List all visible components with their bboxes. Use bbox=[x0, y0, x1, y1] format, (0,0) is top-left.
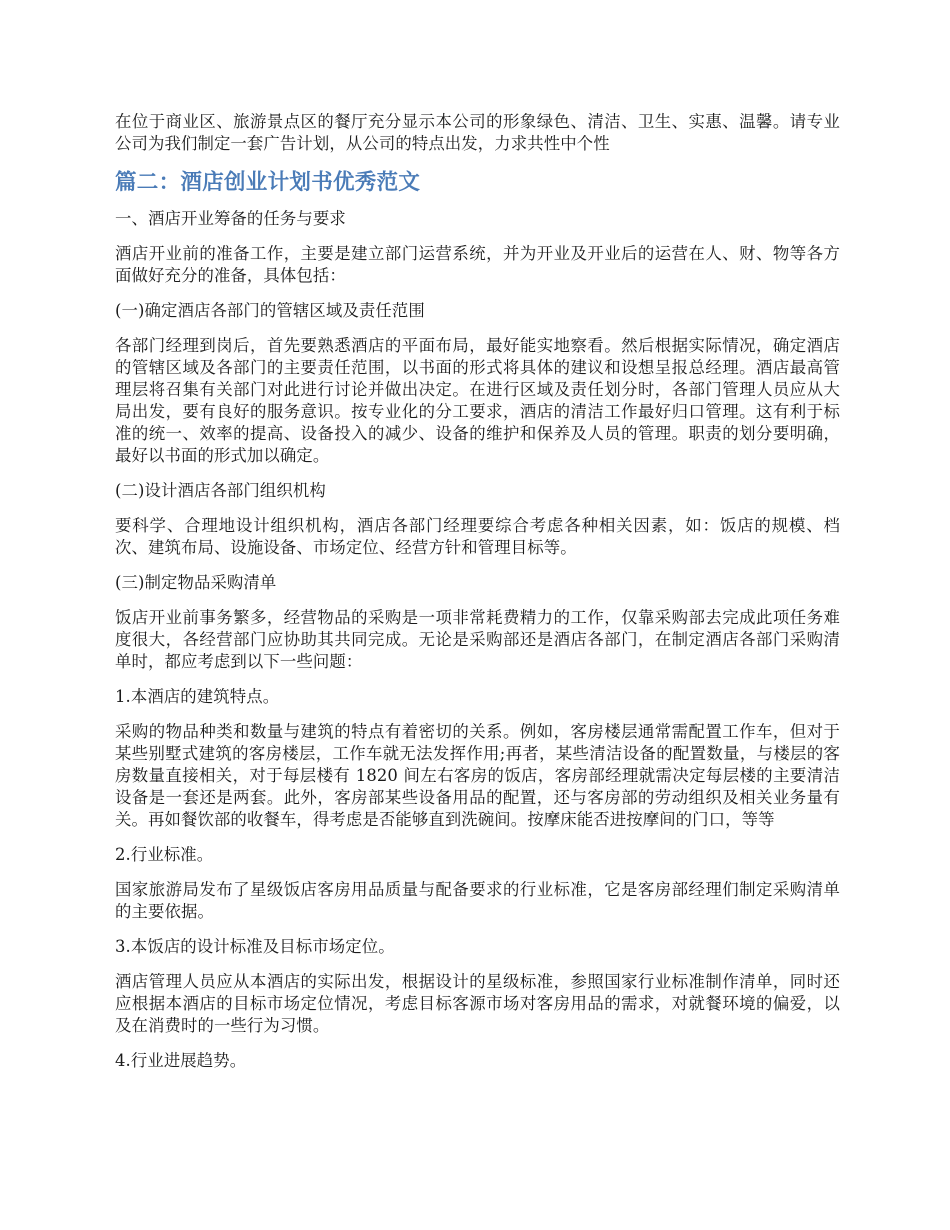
body-paragraph: 酒店开业前的准备工作，主要是建立部门运营系统，并为开业及开业后的运营在人、财、物等各方面做好充分的准备，具体包括： bbox=[115, 244, 840, 285]
body-paragraph: 酒店管理人员应从本酒店的实际出发，根据设计的星级标准，参照国家行业标准制作清单，同时还应根据本酒店的目标市场定位情况，考虑目标客源市场对客房用品的需求，对就餐环境的偏爱，以及在消费时的一些行为习惯。 bbox=[115, 972, 840, 1035]
body-paragraph: 采购的物品种类和数量与建筑的特点有着密切的关系。例如，客房楼层通常需配置工作车，但对于某些别墅式建筑的客房楼层，工作车就无法发挥作用;再者，某些清洁设备的配置数量，与楼层的客房数量直接相关，对于每层楼有 1820 间左右客房的饭店，客房部经理就需决定每层楼的主要清洁设备是一套还是两套。此外，客房部某些设备用品的配置，还与客房部的劳动组织及相关业务量有关。再如餐饮部的收餐车，得考虑是否能够直到洗碗间。按摩床能否进按摩间的门口，等等 bbox=[115, 722, 840, 829]
list-item-title: 2.行业标准。 bbox=[115, 845, 214, 864]
list-item-title: 1.本酒店的建筑特点。 bbox=[115, 687, 280, 706]
body-paragraph: 饭店开业前事务繁多，经营物品的采购是一项非常耗费精力的工作，仅靠采购部去完成此项任务难度很大，各经营部门应协助其共同完成。无论是采购部还是酒店各部门，在制定酒店各部门采购清单时，都应考虑到以下一些问题： bbox=[115, 608, 840, 671]
body-paragraph: 国家旅游局发布了星级饭店客房用品质量与配备要求的行业标准，它是客房部经理们制定采购清单的主要依据。 bbox=[115, 880, 840, 921]
list-item-title: 4.行业进展趋势。 bbox=[115, 1051, 247, 1070]
body-paragraph: 要科学、合理地设计组织机构，酒店各部门经理要综合考虑各种相关因素，如：饭店的规模、档次、建筑布局、设施设备、市场定位、经营方针和管理目标等。 bbox=[115, 516, 840, 557]
subsection-title: (三)制定物品采购清单 bbox=[115, 573, 277, 592]
intro-paragraph: 在位于商业区、旅游景点区的餐厅充分显示本公司的形象绿色、清洁、卫生、实惠、温馨。请专业公司为我们制定一套广告计划，从公司的特点出发，力求共性中个性 bbox=[115, 112, 840, 153]
document-page bbox=[115, 111, 840, 1085]
subsection-title: (二)设计酒店各部门组织机构 bbox=[115, 481, 326, 500]
body-paragraph: 各部门经理到岗后，首先要熟悉酒店的平面布局，最好能实地察看。然后根据实际情况，确定酒店的管辖区域及各部门的主要责任范围，以书面的形式将具体的建议和设想呈报总经理。酒店最高管理层将召集有关部门对此进行讨论并做出决定。在进行区域及责任划分时，各部门管理人员应从大局出发，要有良好的服务意识。按专业化的分工要求，酒店的清洁工作最好归口管理。这有利于标准的统一、效率的提高、设备投入的减少、设备的维护和保养及人员的管理。职责的划分要明确，最好以书面的形式加以确定。 bbox=[115, 336, 840, 465]
subsection-title: (一)确定酒店各部门的管辖区域及责任范围 bbox=[115, 301, 425, 320]
list-item-title: 3.本饭店的设计标准及目标市场定位。 bbox=[115, 937, 395, 956]
section-title-1: 一、酒店开业筹备的任务与要求 bbox=[115, 209, 346, 228]
section-heading: 篇二：酒店创业计划书优秀范文 bbox=[115, 170, 421, 195]
